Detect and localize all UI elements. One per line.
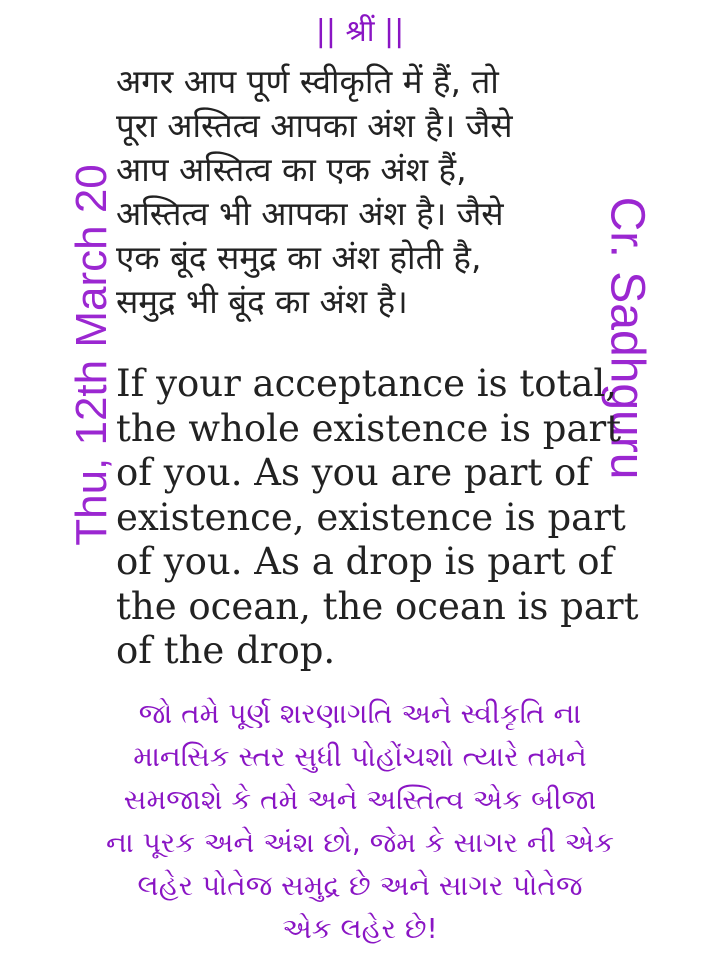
gujarati-line: સમજાશે કે તમે અને અસ્તિત્વ એક બીજા [123,783,597,816]
english-quote [116,362,639,674]
english-line: existence, existence is part [116,495,626,539]
gujarati-line: એક લહેર છે! [282,912,438,945]
hindi-line: एक बूंद समुद्र का अंश होती है, [116,238,482,277]
credit-label: Cr. Sadhguru [600,196,654,480]
english-line: of the drop. [116,629,336,672]
hindi-line: अगर आप पूर्ण स्वीकृति में हैं, तो [116,62,499,101]
hindi-line: पूरा अस्तित्व आपका अंश है। जैसे [116,106,513,145]
hindi-line: अस्तित्व भी आपका अंश है। जैसे [116,194,504,233]
header-title: || श्रीं || [315,14,405,49]
english-line: of you. As you are part of [116,451,590,494]
date-label: Thu, 12th March 20 [67,164,116,546]
gujarati-line: જો તમે પૂર્ણ શરણાગતિ અને સ્વીકૃતિ ના [138,697,582,730]
hindi-line: समुद्र भी बूंद का अंश है। [116,282,408,321]
gujarati-line: લહેર પોતેજ સમુદ્ર છે અને સાગર પોતેજ [137,869,583,902]
gujarati-quote [60,692,660,950]
gujarati-line: ના પૂરક અને અંશ છો, જેમ કે સાગર ની એક [106,826,614,859]
hindi-quote [116,60,596,324]
hindi-line: आप अस्तित्व का एक अंश हैं, [116,150,467,189]
english-line: If your acceptance is total, [116,362,617,405]
gujarati-line: માનસિક સ્તર સુધી પોહોંચશો ત્યારે તમને [133,740,587,773]
english-line: the whole existence is part [116,406,622,450]
english-line: the ocean, the ocean is part [116,584,639,628]
english-line: of you. As a drop is part of [116,540,614,583]
